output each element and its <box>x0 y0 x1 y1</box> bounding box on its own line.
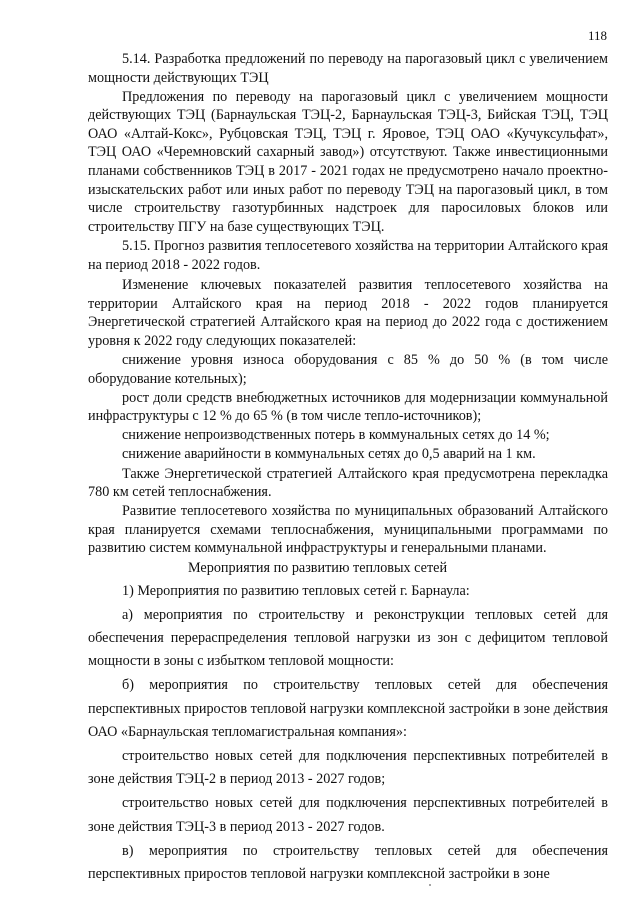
page-number: 118 <box>587 28 607 43</box>
paragraph: Предложения по переводу на парогазовый цикл с увеличением мощности действующих ТЭЦ (Барнаульская ТЭЦ-2, Барнаульская ТЭЦ-3, Бийская ТЭЦ, ТЭЦ ОАО «Алтай-Кокс», Рубцовская ТЭЦ, ТЭЦ г. Яровое, ТЭЦ ОАО «Кучуксульфат», ТЭЦ ОАО «Черемновский сахарный завод») отсутствуют. Также инвестиционными планами собственников ТЭЦ в 2017 - 2021 годах не предусмотрено начало проектно-изыскательских работ или иных работ по переводу ТЭЦ на парогазовый цикл, в том числе строительству газотурбинных надстроек для паросиловых блоков или строительству ПГУ на базе существующих ТЭЦ. <box>88 88 608 235</box>
paragraph: Изменение ключевых показателей развития теплосетевого хозяйства на территории Алтайского края на период 2018 - 2022 годов планируется Энергетической стратегией Алтайского края на период до 2022 года с достижением уровня к 2022 году следующих показателей: <box>88 277 608 349</box>
list-item: снижение непроизводственных потерь в коммунальных сетях до 14 %; <box>122 427 550 444</box>
list-item: 1) Мероприятия по развитию тепловых сетей г. Барнаула: <box>122 582 470 599</box>
list-item: б) мероприятия по строительству тепловых сетей для обеспечения перспективных приростов тепловой нагрузки комплексной застройки в зоне действия ОАО «Барнаульская тепломагистральная компания»: <box>88 677 608 741</box>
paragraph: Также Энергетической стратегией Алтайского края предусмотрена перекладка 780 км сетей теплоснабжения. <box>88 465 608 501</box>
paragraph: Развитие теплосетевого хозяйства по муниципальных образований Алтайского края планируется схемами теплоснабжения, муниципальными программами по развитию систем коммунальной инфраструктуры и генеральными планами. <box>88 503 608 557</box>
list-item: рост доли средств внебюджетных источников для модернизации коммунальной инфраструктуры с 12 % до 65 % (в том числе тепло-источников); <box>88 389 608 425</box>
list-item: строительство новых сетей для подключения перспективных потребителей в зоне действия ТЭЦ-3 в период 2013 - 2027 годов. <box>88 795 608 835</box>
list-item: снижение уровня износа оборудования с 85 % до 50 % (в том числе оборудование котельных); <box>88 352 608 387</box>
section-heading-5-15: 5.15. Прогноз развития теплосетевого хозяйства на территории Алтайского края на период 2018 - 2022 годов. <box>88 237 608 273</box>
list-item: а) мероприятия по строительству и реконструкции тепловых сетей для обеспечения перераспределения тепловой нагрузки из зон с дефицитом тепловой мощности в зоны с избытком тепловой мощности: <box>88 606 608 670</box>
subsection-title: Мероприятия по развитию тепловых сетей <box>188 560 448 577</box>
measures-block <box>88 580 608 887</box>
list-item: строительство новых сетей для подключения перспективных потребителей в зоне действия ТЭЦ-2 в период 2013 - 2027 годов; <box>88 747 608 788</box>
list-item: в) мероприятия по строительству тепловых сетей для обеспечения перспективных приростов тепловой нагрузки комплексной застройки в зоне <box>88 842 608 882</box>
scan-speck <box>429 884 431 886</box>
document-body <box>88 50 608 887</box>
list-item: снижение аварийности в коммунальных сетях до 0,5 аварий на 1 км. <box>122 446 536 463</box>
section-heading-5-14: 5.14. Разработка предложений по переводу на парогазовый цикл с увеличением мощности действующих ТЭЦ <box>88 51 608 86</box>
